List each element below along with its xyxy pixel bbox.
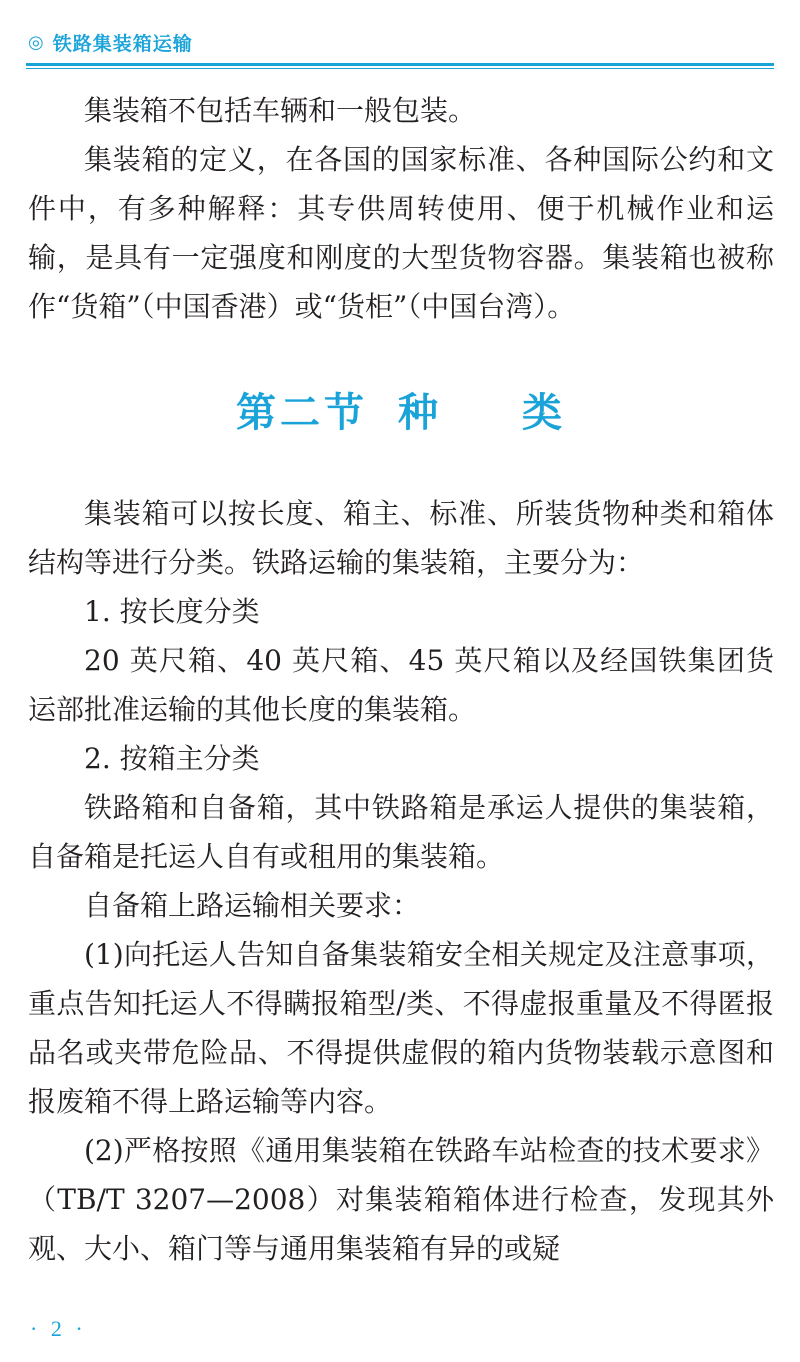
section-title-number: 第二节 xyxy=(236,389,368,436)
running-header xyxy=(28,24,193,60)
paragraph: 集装箱的定义，在各国的国家标准、各种国际公约和文件中，有多种解释：其专供周转使用、便于机械作业和运输，是具有一定强度和刚度的大型货物容器。集装箱也被称作“货箱”（中国香港）或“货柜”（中国台湾）。 xyxy=(28,143,774,323)
header-rule-thin xyxy=(26,68,774,69)
paragraph: 集装箱不包括车辆和一般包装。 xyxy=(84,94,477,127)
intro-block xyxy=(28,86,774,331)
section-title-char-2: 类 xyxy=(522,389,566,436)
paragraph: (1)向托运人告知自备集装箱安全相关规定及注意事项，重点告知托运人不得瞒报箱型/类、不得虚报重量及不得匿报品名或夹带危险品、不得提供虚假的箱内货物装载示意图和报废箱不得上路运输等内容。 xyxy=(28,938,774,1118)
page-body xyxy=(28,86,774,1273)
page-number: · 2 · xyxy=(30,1316,87,1341)
paragraph: (2)严格按照《通用集装箱在铁路车站检查的技术要求》（TB/T 3207—2008）对集装箱箱体进行检查，发现其外观、大小、箱门等与通用集装箱有异的或疑 xyxy=(28,1134,774,1265)
header-rule-thick xyxy=(26,63,774,66)
paragraph: 20 英尺箱、40 英尺箱、45 英尺箱以及经国铁集团货运部批准运输的其他长度的集装箱。 xyxy=(28,644,774,726)
subheading: 2. 按箱主分类 xyxy=(84,742,260,775)
section-title xyxy=(28,383,774,443)
section-body xyxy=(28,489,774,1273)
paragraph: 集装箱可以按长度、箱主、标准、所装货物种类和箱体结构等进行分类。铁路运输的集装箱，主要分为： xyxy=(28,497,774,579)
double-circle-icon: ◎ xyxy=(28,31,45,53)
paragraph: 铁路箱和自备箱，其中铁路箱是承运人提供的集装箱，自备箱是托运人自有或租用的集装箱。 xyxy=(28,791,774,873)
section-title-char-1: 种 xyxy=(398,389,442,436)
paragraph: 自备箱上路运输相关要求： xyxy=(84,889,421,922)
running-header-title: 铁路集装箱运输 xyxy=(52,32,193,55)
subheading: 1. 按长度分类 xyxy=(84,595,260,628)
